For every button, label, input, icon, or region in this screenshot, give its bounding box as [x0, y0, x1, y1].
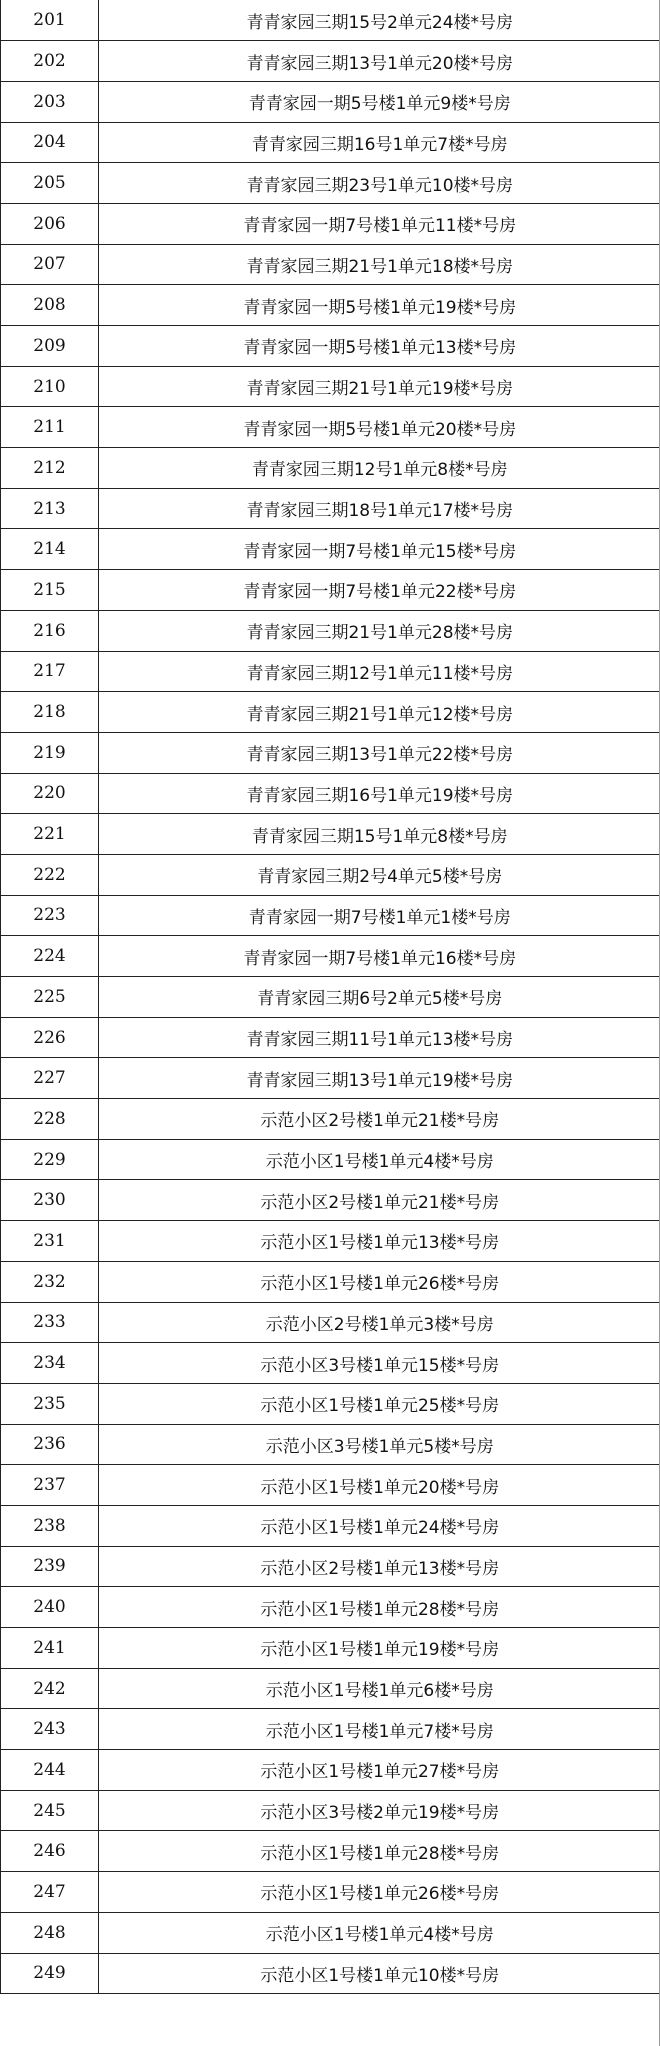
address-cell: 青青家园一期7号楼1单元11楼*号房 — [99, 203, 660, 244]
table-row — [1, 41, 660, 82]
row-number-cell: 234 — [1, 1343, 99, 1384]
address-cell: 示范小区2号楼1单元21楼*号房 — [99, 1180, 660, 1221]
row-number-cell: 243 — [1, 1709, 99, 1750]
address-cell: 青青家园三期13号1单元22楼*号房 — [99, 732, 660, 773]
table-row — [1, 1505, 660, 1546]
table-row — [1, 854, 660, 895]
address-cell: 青青家园一期7号楼1单元15楼*号房 — [99, 529, 660, 570]
row-number-cell: 236 — [1, 1424, 99, 1465]
row-number-cell: 207 — [1, 244, 99, 285]
row-number-cell: 238 — [1, 1505, 99, 1546]
row-number-cell: 220 — [1, 773, 99, 814]
address-cell: 青青家园三期6号2单元5楼*号房 — [99, 977, 660, 1018]
table-row — [1, 122, 660, 163]
table-row — [1, 1017, 660, 1058]
address-cell: 示范小区2号楼1单元13楼*号房 — [99, 1546, 660, 1587]
row-number-cell: 225 — [1, 977, 99, 1018]
address-cell: 示范小区1号楼1单元20楼*号房 — [99, 1465, 660, 1506]
address-cell: 示范小区3号楼1单元5楼*号房 — [99, 1424, 660, 1465]
table-row — [1, 407, 660, 448]
table-row — [1, 1383, 660, 1424]
address-cell: 青青家园三期15号2单元24楼*号房 — [99, 0, 660, 41]
address-cell: 青青家园三期12号1单元11楼*号房 — [99, 651, 660, 692]
address-cell: 青青家园三期21号1单元12楼*号房 — [99, 692, 660, 733]
table-row — [1, 936, 660, 977]
table-row — [1, 488, 660, 529]
row-number-cell: 208 — [1, 285, 99, 326]
address-cell: 示范小区1号楼1单元6楼*号房 — [99, 1668, 660, 1709]
address-cell: 示范小区1号楼1单元4楼*号房 — [99, 1139, 660, 1180]
address-cell: 青青家园一期7号楼1单元16楼*号房 — [99, 936, 660, 977]
row-number-cell: 217 — [1, 651, 99, 692]
row-number-cell: 206 — [1, 203, 99, 244]
table-row — [1, 1343, 660, 1384]
row-number-cell: 213 — [1, 488, 99, 529]
row-number-cell: 209 — [1, 326, 99, 367]
row-number-cell: 210 — [1, 366, 99, 407]
address-cell: 示范小区2号楼1单元3楼*号房 — [99, 1302, 660, 1343]
address-cell: 青青家园三期16号1单元7楼*号房 — [99, 122, 660, 163]
row-number-cell: 228 — [1, 1099, 99, 1140]
row-number-cell: 239 — [1, 1546, 99, 1587]
row-number-cell: 215 — [1, 570, 99, 611]
table-row — [1, 1424, 660, 1465]
table-row — [1, 1953, 660, 1994]
address-cell: 青青家园三期15号1单元8楼*号房 — [99, 814, 660, 855]
address-cell: 示范小区1号楼1单元27楼*号房 — [99, 1750, 660, 1791]
address-cell: 青青家园一期7号楼1单元1楼*号房 — [99, 895, 660, 936]
row-number-cell: 248 — [1, 1912, 99, 1953]
table-row — [1, 1790, 660, 1831]
row-number-cell: 249 — [1, 1953, 99, 1994]
table-row — [1, 732, 660, 773]
address-cell: 青青家园三期13号1单元19楼*号房 — [99, 1058, 660, 1099]
row-number-cell: 230 — [1, 1180, 99, 1221]
address-table-body — [1, 0, 660, 1994]
row-number-cell: 218 — [1, 692, 99, 733]
row-number-cell: 232 — [1, 1261, 99, 1302]
table-row — [1, 1058, 660, 1099]
table-row — [1, 1465, 660, 1506]
table-row — [1, 1709, 660, 1750]
address-cell: 示范小区3号楼2单元19楼*号房 — [99, 1790, 660, 1831]
row-number-cell: 203 — [1, 81, 99, 122]
table-row — [1, 1180, 660, 1221]
row-number-cell: 226 — [1, 1017, 99, 1058]
table-row — [1, 244, 660, 285]
row-number-cell: 235 — [1, 1383, 99, 1424]
table-row — [1, 1750, 660, 1791]
address-cell: 青青家园三期13号1单元20楼*号房 — [99, 41, 660, 82]
row-number-cell: 242 — [1, 1668, 99, 1709]
row-number-cell: 219 — [1, 732, 99, 773]
table-row — [1, 1546, 660, 1587]
table-row — [1, 529, 660, 570]
table-row — [1, 570, 660, 611]
table-row — [1, 448, 660, 489]
address-cell: 示范小区1号楼1单元10楼*号房 — [99, 1953, 660, 1994]
row-number-cell: 241 — [1, 1628, 99, 1669]
row-number-cell: 204 — [1, 122, 99, 163]
table-row — [1, 0, 660, 41]
table-row — [1, 326, 660, 367]
address-cell: 青青家园三期2号4单元5楼*号房 — [99, 854, 660, 895]
address-cell: 青青家园一期5号楼1单元19楼*号房 — [99, 285, 660, 326]
table-row — [1, 773, 660, 814]
row-number-cell: 201 — [1, 0, 99, 41]
address-cell: 示范小区1号楼1单元28楼*号房 — [99, 1831, 660, 1872]
address-cell: 青青家园三期11号1单元13楼*号房 — [99, 1017, 660, 1058]
row-number-cell: 246 — [1, 1831, 99, 1872]
table-row — [1, 977, 660, 1018]
address-cell: 示范小区1号楼1单元25楼*号房 — [99, 1383, 660, 1424]
row-number-cell: 244 — [1, 1750, 99, 1791]
table-row — [1, 1302, 660, 1343]
address-cell: 青青家园三期18号1单元17楼*号房 — [99, 488, 660, 529]
address-cell: 青青家园三期12号1单元8楼*号房 — [99, 448, 660, 489]
address-cell: 示范小区1号楼1单元19楼*号房 — [99, 1628, 660, 1669]
address-cell: 青青家园三期16号1单元19楼*号房 — [99, 773, 660, 814]
table-row — [1, 81, 660, 122]
row-number-cell: 229 — [1, 1139, 99, 1180]
table-row — [1, 651, 660, 692]
row-number-cell: 240 — [1, 1587, 99, 1628]
row-number-cell: 245 — [1, 1790, 99, 1831]
address-cell: 示范小区1号楼1单元7楼*号房 — [99, 1709, 660, 1750]
address-cell: 示范小区1号楼1单元26楼*号房 — [99, 1261, 660, 1302]
table-row — [1, 814, 660, 855]
table-row — [1, 366, 660, 407]
table-row — [1, 1587, 660, 1628]
table-row — [1, 1872, 660, 1913]
address-cell: 青青家园三期21号1单元18楼*号房 — [99, 244, 660, 285]
address-cell: 青青家园一期5号楼1单元20楼*号房 — [99, 407, 660, 448]
table-row — [1, 285, 660, 326]
row-number-cell: 211 — [1, 407, 99, 448]
table-row — [1, 163, 660, 204]
table-row — [1, 1099, 660, 1140]
row-number-cell: 227 — [1, 1058, 99, 1099]
table-row — [1, 203, 660, 244]
row-number-cell: 223 — [1, 895, 99, 936]
row-number-cell: 222 — [1, 854, 99, 895]
address-cell: 示范小区2号楼1单元21楼*号房 — [99, 1099, 660, 1140]
row-number-cell: 214 — [1, 529, 99, 570]
address-cell: 青青家园三期21号1单元19楼*号房 — [99, 366, 660, 407]
address-cell: 示范小区1号楼1单元28楼*号房 — [99, 1587, 660, 1628]
table-row — [1, 1831, 660, 1872]
row-number-cell: 224 — [1, 936, 99, 977]
address-cell: 青青家园一期5号楼1单元13楼*号房 — [99, 326, 660, 367]
address-cell: 示范小区1号楼1单元4楼*号房 — [99, 1912, 660, 1953]
address-cell: 青青家园一期5号楼1单元9楼*号房 — [99, 81, 660, 122]
row-number-cell: 237 — [1, 1465, 99, 1506]
address-cell: 示范小区1号楼1单元13楼*号房 — [99, 1221, 660, 1262]
row-number-cell: 247 — [1, 1872, 99, 1913]
table-row — [1, 1668, 660, 1709]
table-row — [1, 1261, 660, 1302]
address-cell: 青青家园一期7号楼1单元22楼*号房 — [99, 570, 660, 611]
address-cell: 示范小区1号楼1单元24楼*号房 — [99, 1505, 660, 1546]
address-cell: 青青家园三期23号1单元10楼*号房 — [99, 163, 660, 204]
row-number-cell: 231 — [1, 1221, 99, 1262]
table-row — [1, 1912, 660, 1953]
table-row — [1, 895, 660, 936]
row-number-cell: 216 — [1, 610, 99, 651]
row-number-cell: 221 — [1, 814, 99, 855]
address-cell: 示范小区3号楼1单元15楼*号房 — [99, 1343, 660, 1384]
table-row — [1, 610, 660, 651]
table-row — [1, 1139, 660, 1180]
row-number-cell: 202 — [1, 41, 99, 82]
row-number-cell: 212 — [1, 448, 99, 489]
table-row — [1, 692, 660, 733]
row-number-cell: 205 — [1, 163, 99, 204]
table-row — [1, 1221, 660, 1262]
table-row — [1, 1628, 660, 1669]
row-number-cell: 233 — [1, 1302, 99, 1343]
address-cell: 青青家园三期21号1单元28楼*号房 — [99, 610, 660, 651]
address-cell: 示范小区1号楼1单元26楼*号房 — [99, 1872, 660, 1913]
